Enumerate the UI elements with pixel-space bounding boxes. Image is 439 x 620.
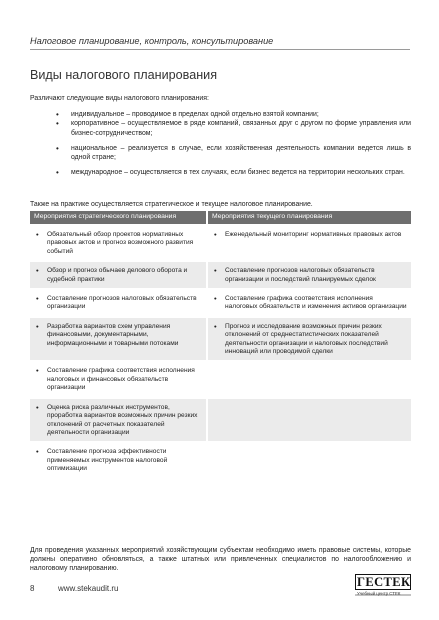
table-cell	[208, 224, 411, 260]
table-cell	[208, 316, 411, 361]
column-header-current: Мероприятия текущего планирования	[208, 211, 411, 224]
cell-text: • Обязательный обзор проектов нормативных правовых актов и прогноз возможного развития событий	[34, 231, 202, 256]
practice-paragraph: Также на практике осуществляется стратегическое и текущее налоговое планирование.	[30, 201, 313, 208]
table-row	[30, 288, 411, 316]
planning-types-list	[56, 110, 411, 183]
table-cell	[208, 260, 411, 288]
table-cell	[30, 441, 208, 477]
table-row	[30, 260, 411, 288]
cell-text: • Составление прогноза эффективности применяемых инструментов налоговой оптимизации	[34, 448, 202, 473]
column-header-strategic: Мероприятия стратегического планирования	[30, 211, 208, 224]
logo-text: ГЕСТЕК	[357, 575, 411, 589]
table-cell	[30, 316, 208, 361]
table-cell	[30, 260, 208, 288]
table-cell	[30, 360, 208, 396]
intro-paragraph: Различают следующие виды налогового планирования:	[30, 95, 209, 102]
cell-text: • Прогноз и исследование возможных причин резких отклонений от среднестатистических показателей деятельности организации и налоговых последствий инноваций или проводимой сделки	[212, 323, 407, 357]
closing-paragraph: Для проведения указанных мероприятий хозяйствующим субъектам необходимо иметь правовые системы, которые должны оперативно обновляться, а также штатных или привлеченных специалистов по налогообложению и налоговому планированию.	[30, 547, 411, 572]
table-row	[30, 397, 411, 442]
table-cell-empty	[208, 360, 411, 396]
running-header: Налоговое планирование, контроль, консультирование	[30, 36, 410, 50]
table-cell	[30, 397, 208, 442]
logo-subtitle: Учебный центр СТЕК	[357, 591, 401, 596]
table-cell	[30, 224, 208, 260]
cell-text: • Еженедельный мониторинг нормативных правовых актов	[212, 231, 407, 239]
table-cell	[208, 288, 411, 316]
cell-text: • Обзор и прогноз обычаев делового оборота и судебной практики	[34, 267, 202, 284]
cell-text: • Составление прогнозов налоговых обязательств организации	[34, 295, 202, 312]
table-cell-empty	[208, 441, 411, 477]
table-row	[30, 224, 411, 260]
cell-text: • Оценка риска различных инструментов, проработка вариантов возможных причин резких отклонений от расчетных показателей деятельности организации	[34, 404, 202, 438]
table-row	[30, 316, 411, 361]
list-item: • национальное – реализуется в случае, если хозяйственная деятельность компании ведется лишь в одной стране;	[56, 144, 411, 163]
table-row	[30, 441, 411, 477]
table-cell-empty	[208, 397, 411, 442]
table-cell	[30, 288, 208, 316]
list-item: • индивидуальное – проводимое в пределах одной отдельно взятой компании;	[56, 110, 411, 119]
cell-text: • Составление графика соответствия исполнения налоговых и финансовых обязательств организации	[34, 367, 202, 392]
list-item: • международное – осуществляется в тех случаях, если бизнес ведется на территории нескольких стран.	[56, 168, 411, 177]
section-title: Виды налогового планирования	[30, 68, 218, 82]
list-item: • корпоративное – осуществляемое в ряде компаний, связанных друг с другом по форме управления или бизнес-сотрудничеством;	[56, 119, 411, 138]
cell-text: • Составление прогнозов налоговых обязательств организации и последствий планируемых сделок	[212, 267, 407, 284]
page-number: 8	[30, 584, 35, 593]
cell-text: • Разработка вариантов схем управления финансовыми, документарными, информационными и товарными потоками	[34, 323, 202, 348]
table-header-row	[30, 211, 411, 224]
website-link[interactable]: www.stekaudit.ru	[58, 584, 119, 593]
cell-text: • Составление графика соответствия исполнения налоговых обязательств и изменения активов организации	[212, 295, 407, 312]
table-row	[30, 360, 411, 396]
planning-table	[30, 211, 411, 478]
